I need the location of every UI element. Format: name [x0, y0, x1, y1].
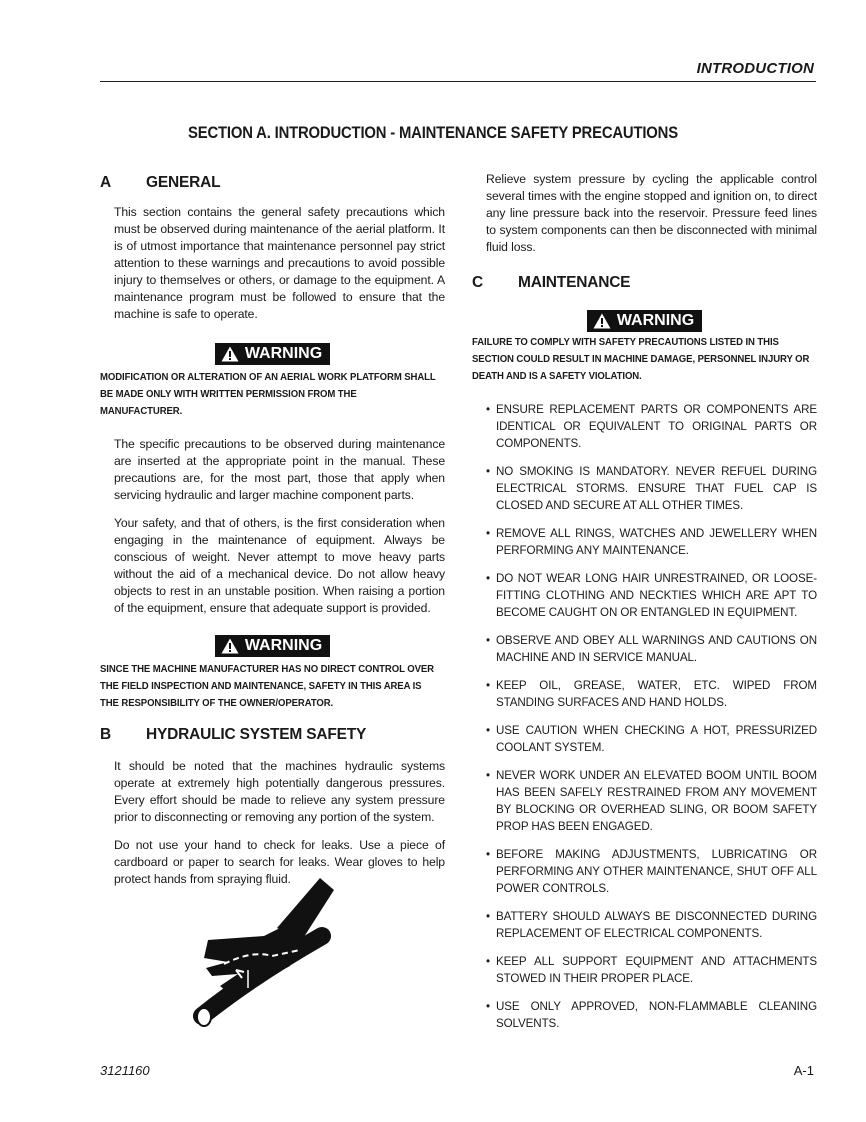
warning-label: WARNING [244, 637, 323, 654]
warning-text-2: SINCE THE MACHINE MANUFACTURER HAS NO DIRECT CONTROL OVER THE FIELD INSPECTION AND MAINTENANCE, SAFETY IN THIS AREA IS THE RESPONSIBILITY OF THE OWNER/OPERATOR. [100, 664, 434, 709]
maintenance-heading [472, 274, 817, 292]
list-item: • NO SMOKING IS MANDATORY. NEVER REFUEL DURING ELECTRICAL STORMS. ENSURE THAT FUEL CAP IS CLOSED AND SECURE AT ALL OTHER TIMES. [486, 463, 817, 514]
page-header-title: INTRODUCTION [696, 60, 814, 77]
warning-triangle-icon [593, 313, 611, 329]
warning-badge-3 [472, 310, 817, 332]
list-item: • NEVER WORK UNDER AN ELEVATED BOOM UNTIL BOOM HAS BEEN SAFELY RESTRAINED FROM ANY MOVEMENT BY BLOCKING OR OVERHEAD SLING, OR BOOM SAFETY PROP HAS BEEN ENGAGED. [486, 767, 817, 835]
list-item: • USE ONLY APPROVED, NON-FLAMMABLE CLEANING SOLVENTS. [486, 998, 817, 1032]
general-paragraph-1: This section contains the general safety precautions which must be observed during maintenance of the aerial platform. It is of utmost importance that maintenance personnel pay strict attention to these warnings and precautions to avoid possible injury to themselves or others, or damage to the equipment. A maintenance program must be followed to ensure that the machine is safe to operate. [114, 205, 445, 321]
list-item: • BATTERY SHOULD ALWAYS BE DISCONNECTED DURING REPLACEMENT OF ELECTRICAL COMPONENTS. [486, 908, 817, 942]
header-rule [100, 81, 816, 82]
list-item: • BEFORE MAKING ADJUSTMENTS, LUBRICATING OR PERFORMING ANY OTHER MAINTENANCE, SHUT OFF ALL POWER CONTROLS. [486, 846, 817, 897]
hydraulic-paragraph-2: Do not use your hand to check for leaks. Use a piece of cardboard or paper to search for leaks. Wear gloves to help protect hands from spraying fluid. [114, 838, 445, 886]
general-title: GENERAL [146, 174, 221, 191]
page-number: A-1 [793, 1063, 814, 1078]
maintenance-title: MAINTENANCE [518, 274, 631, 291]
list-item: • REMOVE ALL RINGS, WATCHES AND JEWELLERY WHEN PERFORMING ANY MAINTENANCE. [486, 525, 817, 559]
maintenance-letter: C [472, 274, 483, 291]
list-item: • OBSERVE AND OBEY ALL WARNINGS AND CAUTIONS ON MACHINE AND IN SERVICE MANUAL. [486, 632, 817, 666]
hydraulic-heading [100, 726, 445, 744]
maintenance-warning-text: FAILURE TO COMPLY WITH SAFETY PRECAUTIONS LISTED IN THIS SECTION COULD RESULT IN MACHINE DAMAGE, PERSONNEL INJURY OR DEATH AND IS A SAFETY VIOLATION. [472, 337, 810, 382]
list-item: • DO NOT WEAR LONG HAIR UNRESTRAINED, OR LOOSE-FITTING CLOTHING AND NECKTIES WHICH ARE APT TO BECOME CAUGHT ON OR ENTANGLED IN EQUIPMENT. [486, 570, 817, 621]
section-title: SECTION A. INTRODUCTION - MAINTENANCE SAFETY PRECAUTIONS [188, 124, 678, 142]
hydraulic-paragraph-3: Relieve system pressure by cycling the applicable control several times with the engine stopped and ignition on, to direct any line pressure back into the reservoir. Pressure feed lines to system components can then be disconnected with minimal fluid loss. [486, 172, 817, 254]
hand-fluid-injection-illustration [192, 876, 342, 1036]
general-heading [100, 174, 445, 192]
warning-triangle-icon [221, 638, 239, 654]
warning-label: WARNING [616, 312, 695, 329]
list-item: • KEEP ALL SUPPORT EQUIPMENT AND ATTACHMENTS STOWED IN THEIR PROPER PLACE. [486, 953, 817, 987]
maintenance-precautions-list [472, 401, 817, 1032]
warning-triangle-icon [221, 346, 239, 362]
general-paragraph-3: Your safety, and that of others, is the first consideration when engaging in the maintenance of equipment. Always be conscious of weight. Never attempt to move heavy parts without the aid of a mechanical device. Do not allow heavy objects to rest in an unstable position. When raising a portion of the equipment, ensure that adequate support is provided. [114, 516, 445, 615]
warning-badge-1 [100, 343, 445, 365]
right-column [472, 170, 817, 1043]
hydraulic-letter: B [100, 726, 111, 743]
general-letter: A [100, 174, 111, 191]
left-column [100, 170, 445, 888]
hydraulic-title: HYDRAULIC SYSTEM SAFETY [146, 726, 367, 743]
hydraulic-paragraph-1: It should be noted that the machines hydraulic systems operate at extremely high potentially dangerous pressures. Every effort should be made to relieve any system pressure prior to disconnecting or removing any portion of the system. [114, 759, 445, 824]
list-item: • ENSURE REPLACEMENT PARTS OR COMPONENTS ARE IDENTICAL OR EQUIVALENT TO ORIGINAL PARTS OR COMPONENTS. [486, 401, 817, 452]
list-item: • USE CAUTION WHEN CHECKING A HOT, PRESSURIZED COOLANT SYSTEM. [486, 722, 817, 756]
warning-badge-2 [100, 635, 445, 657]
list-item: • KEEP OIL, GREASE, WATER, ETC. WIPED FROM STANDING SURFACES AND HAND HOLDS. [486, 677, 817, 711]
warning-label: WARNING [244, 345, 323, 362]
general-paragraph-2: The specific precautions to be observed during maintenance are inserted at the appropriate point in the manual. These precautions are, for the most part, those that apply when servicing hydraulic and larger machine component parts. [114, 437, 445, 502]
warning-text-1: MODIFICATION OR ALTERATION OF AN AERIAL WORK PLATFORM SHALL BE MADE ONLY WITH WRITTEN PERMISSION FROM THE MANUFACTURER. [100, 372, 436, 417]
document-number: 3121160 [100, 1063, 150, 1078]
